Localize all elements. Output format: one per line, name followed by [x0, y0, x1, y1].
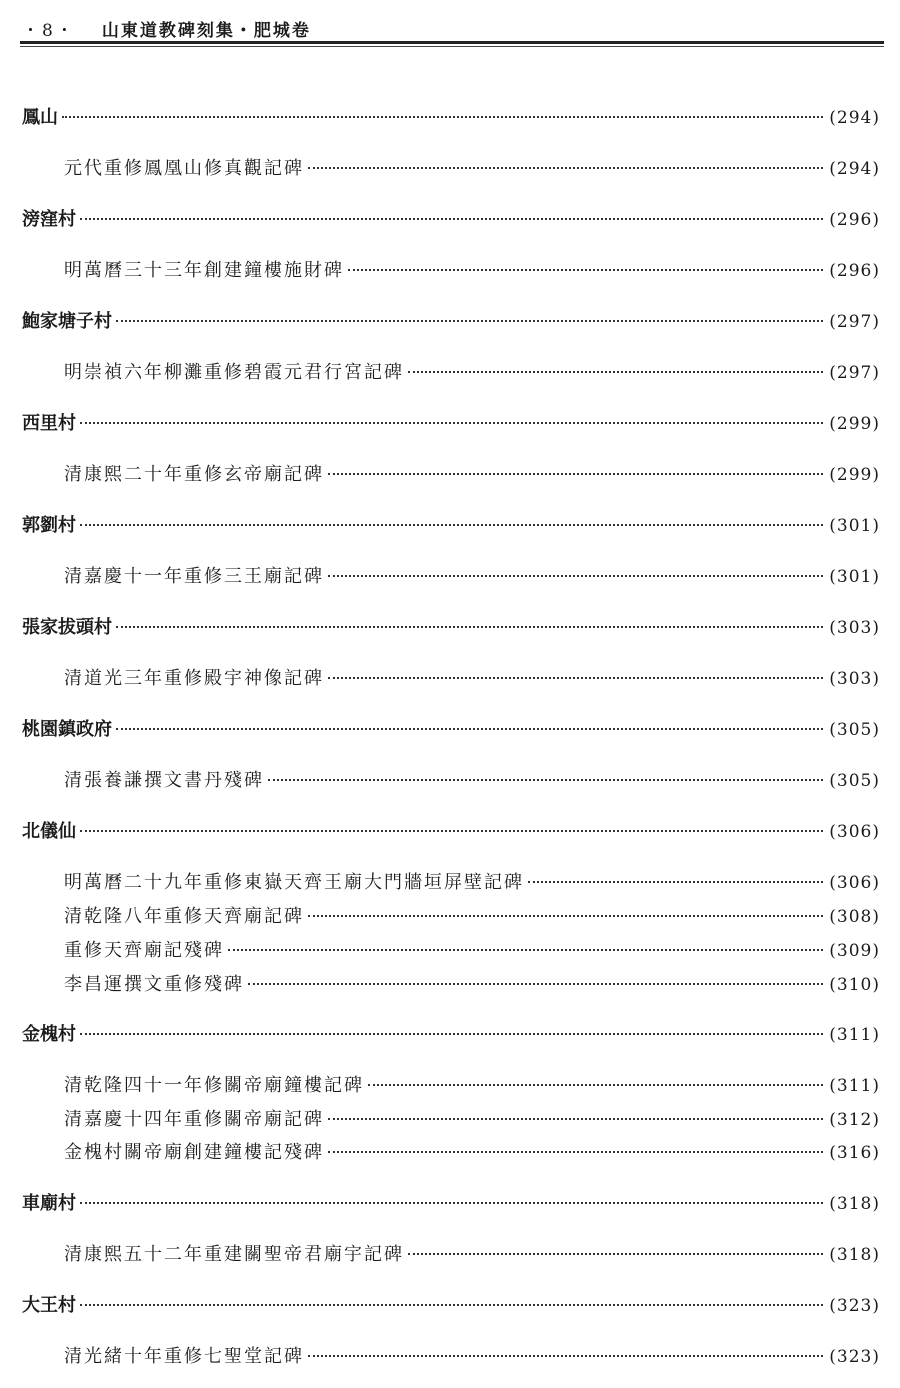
toc-section: [22, 717, 880, 743]
entry-page: (296): [829, 261, 880, 281]
toc-entry: [64, 1073, 880, 1099]
leader-dots: [308, 914, 823, 917]
entry-page: (312): [829, 1110, 880, 1130]
entry-label: 清張養謙撰文書丹殘碑: [64, 770, 264, 791]
entry-label: 重修天齊廟記殘碑: [64, 940, 224, 961]
entry-page: (303): [829, 618, 880, 638]
entry-page: (297): [829, 312, 880, 332]
entry-page: (311): [829, 1076, 880, 1096]
entry-label: 鳳山: [22, 107, 58, 128]
toc-entry: [64, 972, 880, 998]
entry-page: (308): [829, 907, 880, 927]
leader-dots: [408, 370, 823, 373]
entry-label: 北儀仙: [22, 821, 76, 842]
entry-page: (297): [829, 363, 880, 383]
toc-entry: [64, 666, 880, 692]
toc-section: [22, 819, 880, 845]
leader-dots: [328, 472, 823, 475]
toc-entry: [64, 156, 880, 182]
entry-page: (294): [829, 108, 880, 128]
toc-section: [22, 513, 880, 539]
entry-label: 清康熙五十二年重建關聖帝君廟宇記碑: [64, 1244, 404, 1265]
entry-page: (301): [829, 567, 880, 587]
leader-dots: [328, 574, 823, 577]
toc-section: [22, 105, 880, 131]
toc-entry: [64, 1140, 880, 1166]
leader-dots: [80, 421, 823, 424]
leader-dots: [308, 166, 823, 169]
toc-entry: [64, 1242, 880, 1268]
entry-page: (303): [829, 669, 880, 689]
entry-page: (318): [829, 1245, 880, 1265]
leader-dots: [348, 268, 823, 271]
leader-dots: [80, 217, 823, 220]
toc-section: [22, 411, 880, 437]
entry-label: 清嘉慶十四年重修關帝廟記碑: [64, 1109, 324, 1130]
entry-label: 明萬曆三十三年創建鐘樓施財碑: [64, 260, 344, 281]
entry-label: 西里村: [22, 413, 76, 434]
entry-label: 清乾隆四十一年修關帝廟鐘樓記碑: [64, 1075, 364, 1096]
toc-section: [22, 615, 880, 641]
toc-section: [22, 1191, 880, 1217]
entry-page: (306): [829, 822, 880, 842]
leader-dots: [80, 1303, 823, 1306]
toc-section: [22, 1022, 880, 1048]
entry-label: 金槐村: [22, 1024, 76, 1045]
toc-entry: [64, 1344, 880, 1370]
entry-label: 清道光三年重修殿宇神像記碑: [64, 668, 324, 689]
toc-section: [22, 309, 880, 335]
leader-dots: [80, 1032, 823, 1035]
entry-page: (316): [829, 1143, 880, 1163]
entry-page: (299): [829, 465, 880, 485]
entry-label: 鮑家塘子村: [22, 311, 112, 332]
entry-page: (309): [829, 941, 880, 961]
toc-section: [22, 1293, 880, 1319]
toc-entry: [64, 904, 880, 930]
leader-dots: [80, 523, 823, 526]
leader-dots: [328, 676, 823, 679]
entry-label: 郭劉村: [22, 515, 76, 536]
leader-dots: [116, 727, 823, 730]
entry-label: 金槐村關帝廟創建鐘樓記殘碑: [64, 1142, 324, 1163]
entry-page: (318): [829, 1194, 880, 1214]
entry-label: 李昌運撰文重修殘碑: [64, 974, 244, 995]
entry-page: (323): [829, 1296, 880, 1316]
leader-dots: [62, 115, 823, 118]
leader-dots: [368, 1083, 823, 1086]
toc-entry: [64, 462, 880, 488]
entry-page: (296): [829, 210, 880, 230]
entry-page: (301): [829, 516, 880, 536]
leader-dots: [116, 625, 823, 628]
entry-label: 張家拔頭村: [22, 617, 112, 638]
entry-label: 明萬曆二十九年重修東嶽天齊王廟大門牆垣屏壁記碑: [64, 872, 524, 893]
entry-label: 清康熙二十年重修玄帝廟記碑: [64, 464, 324, 485]
toc-entry: [64, 768, 880, 794]
leader-dots: [116, 319, 823, 322]
toc-section: [22, 207, 880, 233]
toc-entry: [64, 1107, 880, 1133]
leader-dots: [308, 1354, 823, 1357]
toc-entry: [64, 564, 880, 590]
entry-page: (305): [829, 720, 880, 740]
entry-label: 滂窪村: [22, 209, 76, 230]
entry-page: (294): [829, 159, 880, 179]
entry-label: 明崇禎六年柳灘重修碧霞元君行宮記碑: [64, 362, 404, 383]
entry-page: (306): [829, 873, 880, 893]
leader-dots: [80, 1201, 823, 1204]
leader-dots: [248, 982, 823, 985]
leader-dots: [268, 778, 823, 781]
entry-label: 清嘉慶十一年重修三王廟記碑: [64, 566, 324, 587]
entry-label: 桃園鎮政府: [22, 719, 112, 740]
leader-dots: [328, 1150, 823, 1153]
entry-label: 清光緒十年重修七聖堂記碑: [64, 1346, 304, 1367]
entry-label: 車廟村: [22, 1193, 76, 1214]
entry-page: (299): [829, 414, 880, 434]
leader-dots: [328, 1117, 823, 1120]
leader-dots: [228, 948, 823, 951]
entry-page: (305): [829, 771, 880, 791]
page-number: ・8・: [22, 20, 76, 41]
toc-entry: [64, 360, 880, 386]
toc-entry: [64, 938, 880, 964]
entry-page: (311): [829, 1025, 880, 1045]
toc-entry: [64, 870, 880, 896]
entry-label: 大王村: [22, 1295, 76, 1316]
entry-page: (310): [829, 975, 880, 995]
book-title: 山東道教碑刻集・肥城卷: [101, 20, 311, 41]
toc-entry: [64, 258, 880, 284]
entry-label: 清乾隆八年重修天齊廟記碑: [64, 906, 304, 927]
entry-page: (323): [829, 1347, 880, 1367]
leader-dots: [80, 829, 823, 832]
leader-dots: [408, 1252, 823, 1255]
entry-label: 元代重修鳳凰山修真觀記碑: [64, 158, 304, 179]
leader-dots: [528, 880, 823, 883]
